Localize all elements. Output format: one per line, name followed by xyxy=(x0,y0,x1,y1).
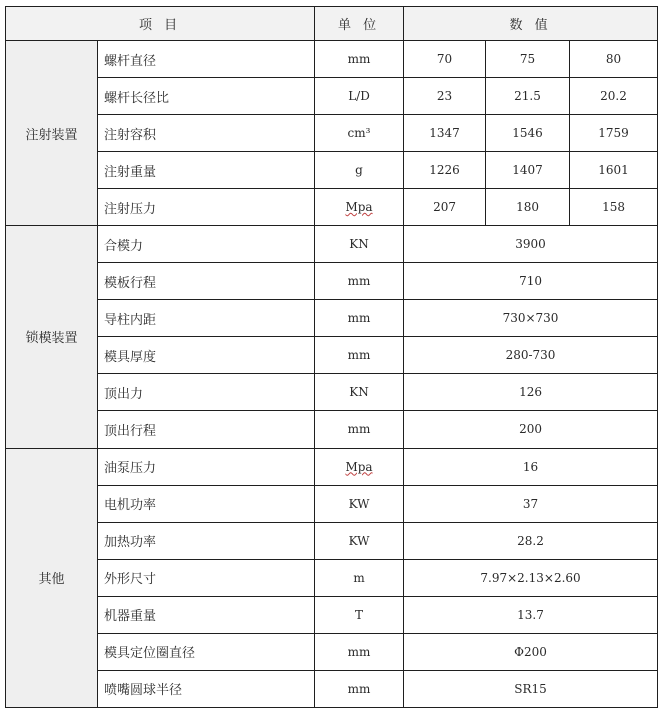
item-label: 模具定位圈直径 xyxy=(98,633,315,670)
item-label: 机器重量 xyxy=(98,596,315,633)
header-value: 数 值 xyxy=(404,7,658,41)
table-row xyxy=(6,115,658,152)
value-cell: 730×730 xyxy=(404,300,658,337)
value-cell: SR15 xyxy=(404,670,658,707)
group-label-clamping: 锁模装置 xyxy=(6,226,98,448)
item-label: 注射容积 xyxy=(98,115,315,152)
unit-cell: mm xyxy=(315,633,404,670)
unit-cell: T xyxy=(315,596,404,633)
item-label: 模具厚度 xyxy=(98,337,315,374)
table-row xyxy=(6,670,658,707)
value-cell: 1347 xyxy=(404,115,486,152)
table-row xyxy=(6,189,658,226)
header-item: 项 目 xyxy=(6,7,315,41)
unit-cell: mm xyxy=(315,41,404,78)
unit-text: Mpa xyxy=(345,459,373,474)
item-label: 喷嘴圆球半径 xyxy=(98,670,315,707)
value-cell: 23 xyxy=(404,78,486,115)
item-label: 顶出力 xyxy=(98,374,315,411)
value-cell: 1407 xyxy=(486,152,570,189)
table-row xyxy=(6,337,658,374)
value-cell: 37 xyxy=(404,485,658,522)
value-cell: 1601 xyxy=(570,152,658,189)
value-cell: 1226 xyxy=(404,152,486,189)
unit-cell: mm xyxy=(315,300,404,337)
item-label: 模板行程 xyxy=(98,263,315,300)
header-row xyxy=(6,7,658,41)
unit-cell xyxy=(315,189,404,226)
unit-cell: mm xyxy=(315,337,404,374)
item-label: 电机功率 xyxy=(98,485,315,522)
item-label: 螺杆长径比 xyxy=(98,78,315,115)
value-cell: Φ200 xyxy=(404,633,658,670)
item-label: 注射重量 xyxy=(98,152,315,189)
unit-cell xyxy=(315,448,404,485)
unit-cell: KN xyxy=(315,226,404,263)
value-cell: 80 xyxy=(570,41,658,78)
table-row xyxy=(6,41,658,78)
value-cell: 126 xyxy=(404,374,658,411)
value-cell: 158 xyxy=(570,189,658,226)
table-row xyxy=(6,78,658,115)
table-row xyxy=(6,522,658,559)
value-cell: 1546 xyxy=(486,115,570,152)
unit-cell: mm xyxy=(315,263,404,300)
unit-cell: mm xyxy=(315,411,404,448)
unit-text: Mpa xyxy=(345,200,373,215)
value-cell: 7.97×2.13×2.60 xyxy=(404,559,658,596)
value-cell: 280-730 xyxy=(404,337,658,374)
value-cell: 207 xyxy=(404,189,486,226)
value-cell: 13.7 xyxy=(404,596,658,633)
table-row xyxy=(6,300,658,337)
table-row xyxy=(6,559,658,596)
unit-cell: mm xyxy=(315,670,404,707)
table-row xyxy=(6,263,658,300)
unit-cell: KW xyxy=(315,485,404,522)
item-label: 合模力 xyxy=(98,226,315,263)
value-cell: 20.2 xyxy=(570,78,658,115)
value-cell: 1759 xyxy=(570,115,658,152)
item-label: 油泵压力 xyxy=(98,448,315,485)
table-row xyxy=(6,596,658,633)
group-label-other: 其他 xyxy=(6,448,98,707)
value-cell: 180 xyxy=(486,189,570,226)
value-cell: 70 xyxy=(404,41,486,78)
table-row xyxy=(6,152,658,189)
item-label: 导柱内距 xyxy=(98,300,315,337)
value-cell: 200 xyxy=(404,411,658,448)
unit-cell: L/D xyxy=(315,78,404,115)
table-row xyxy=(6,411,658,448)
value-cell: 21.5 xyxy=(486,78,570,115)
spec-table xyxy=(5,6,658,708)
unit-cell: g xyxy=(315,152,404,189)
unit-cell: KN xyxy=(315,374,404,411)
value-cell: 16 xyxy=(404,448,658,485)
unit-cell: KW xyxy=(315,522,404,559)
table-row xyxy=(6,633,658,670)
item-label: 注射压力 xyxy=(98,189,315,226)
item-label: 加热功率 xyxy=(98,522,315,559)
unit-cell: m xyxy=(315,559,404,596)
value-cell: 28.2 xyxy=(404,522,658,559)
table-row xyxy=(6,448,658,485)
value-cell: 75 xyxy=(486,41,570,78)
unit-cell: cm³ xyxy=(315,115,404,152)
header-unit: 单 位 xyxy=(315,7,404,41)
table-row xyxy=(6,485,658,522)
value-cell: 3900 xyxy=(404,226,658,263)
item-label: 顶出行程 xyxy=(98,411,315,448)
group-label-injection: 注射装置 xyxy=(6,41,98,226)
table-row xyxy=(6,374,658,411)
item-label: 外形尺寸 xyxy=(98,559,315,596)
table-row xyxy=(6,226,658,263)
item-label: 螺杆直径 xyxy=(98,41,315,78)
value-cell: 710 xyxy=(404,263,658,300)
